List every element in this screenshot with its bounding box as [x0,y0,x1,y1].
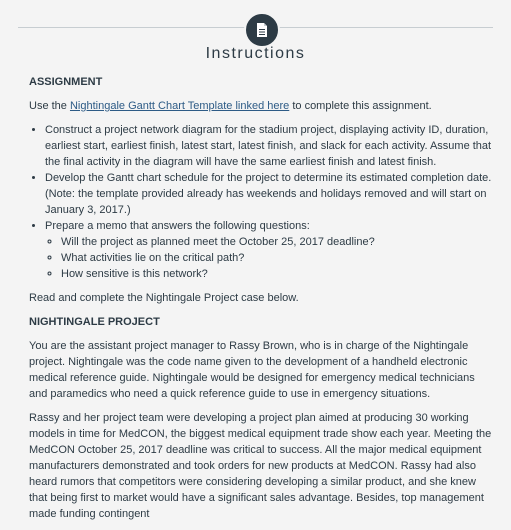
project-paragraph: Rassy and her project team were developing a project plan aimed at producing 30 working models in time for MedCON, the biggest medical equipment trade show each year. Meeting the MedCON October 25, 2017 deadline was critical to success. All the major medical equipment manufacturers demonstrated and took orders for new products at MedCON. Rassy had also heard rumors that competitors were considering developing a similar product, and she knew that being first to market would have a significant sales advantage. Besides, top management made funding contingent [29,412,492,520]
memo-question: ◦ What activities lie on the critical path? [61,250,493,266]
page-title: Instructions [205,45,306,62]
assignment-tasks-list [29,122,493,282]
intro-suffix: to complete this assignment. [289,100,432,112]
task-item [45,218,493,282]
memo-question: ◦ Will the project as planned meet the October 25, 2017 deadline? [61,234,493,250]
instructions-content [29,74,493,530]
assignment-intro [29,98,493,114]
assignment-heading: ASSIGNMENT [29,76,103,88]
project-heading: NIGHTINGALE PROJECT [29,316,160,328]
project-paragraph: You are the assistant project manager to Rassy Brown, who is in charge of the Nightingale project. Nightingale was the code name given to the development of a handheld electronic medical reference guide. Nightingale would be designed for emergency medical technicians and paramedics who need a quick reference guide to use in emergency situations. [29,340,475,400]
memo-questions-list [45,234,493,282]
memo-question: ◦ How sensitive is this network? [61,266,493,282]
task-item-label: Prepare a memo that answers the following questions: [45,220,310,232]
gantt-template-link[interactable]: Nightingale Gantt Chart Template linked here [69,100,290,112]
assignment-closing: Read and complete the Nightingale Project case below. [29,292,299,304]
intro-prefix: Use the [29,100,70,112]
document-icon [244,12,280,48]
task-item: • Construct a project network diagram for the stadium project, displaying activity ID, duration, earliest start, earliest finish, latest start, latest finish, and slack for each activity. Assume that the final activity in the diagram will have the same earliest finish and latest finish. [45,122,493,170]
task-item: • Develop the Gantt chart schedule for the project to determine its estimated completion date. (Note: the template provided already has weekends and holidays removed and will start on January 3, 2017.) [45,170,493,218]
